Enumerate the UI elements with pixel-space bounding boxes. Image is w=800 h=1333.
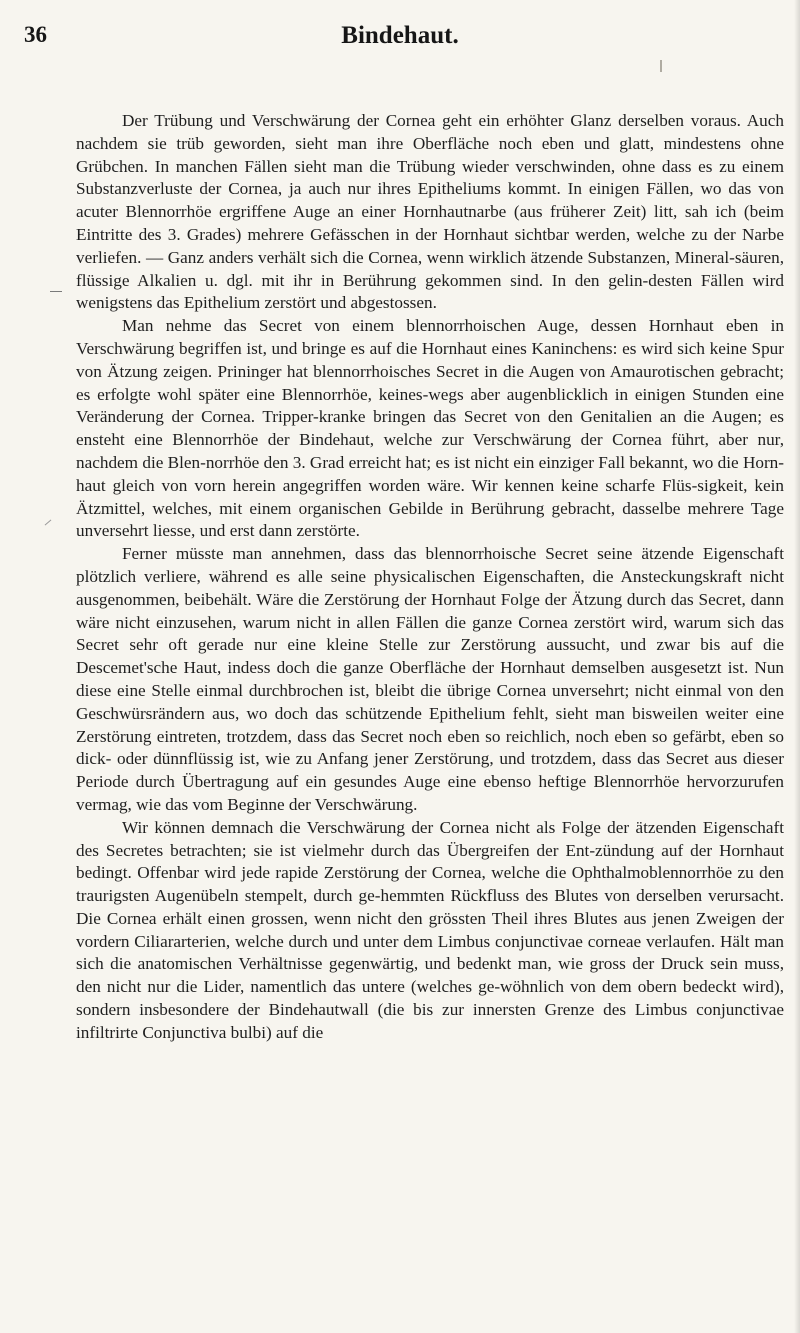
page-number: 36 [24,22,47,47]
running-title: Bindehaut. [341,22,459,49]
paragraph-1: Der Trübung und Verschwärung der Cornea geht ein erhöhter Glanz derselben voraus. Auch nachdem sie trüb geworden, sieht man ihre Oberfläche noch eben und glatt, mindestens ohne Grübchen. In manchen Fällen sieht man die Trübung wieder verschwinden, ohne dass es zu einem Substanzverluste der Cornea, ja auch nur ihres Epitheliums kommt. In einigen Fällen, wo das von acuter Blennorrhöe ergriffene Auge an einer Hornhautnarbe (aus früherer Zeit) litt, sah ich (beim Eintritte des 3. Grades) mehrere Gefässchen in der Hornhaut sichtbar werden, welche zu der Narbe verliefen. — Ganz anders verhält sich die Cornea, wenn wirklich ätzende Substanzen, Mineral-säuren, flüssige Alkalien u. dgl. mit ihr in Berührung gekommen sind. In den gelin-desten Fällen wird wenigstens das Epithelium zerstört und abgestossen. [76,111,784,313]
paragraph-4: Wir können demnach die Verschwärung der Cornea nicht als Folge der ätzenden Eigenschaft des Secretes betrachten; sie ist vielmehr durch das Übergreifen der Ent-zündung auf der Hornhaut bedingt. Offenbar wird jede rapide Zerstörung der Cornea, welche die Ophthalmoblennorrhöe zu den traurigsten Augenübeln stempelt, durch ge-hemmten Rückfluss des Blutes von derselben verursacht. Die Cornea erhält einen grossen, wenn nicht den grössten Theil ihres Blutes aus jenen Zweigen der vordern Ciliararterien, welche durch und unter dem Limbus conjunctivae corneae verlaufen. Hält man sich die anatomischen Verhältnisse gegenwärtig, und bedenkt man, wie gross der Druck sein muss, den nicht nur die Lider, namentlich das untere (welches ge-wöhnlich von dem obern bedeckt wird), sondern insbesondere der Bindehautwall (die bis zur innersten Grenze des Limbus conjunctivae infiltrirte Conjunctiva bulbi) auf die [76,817,784,1042]
print-mark [660,60,662,72]
body-text [76,110,784,1045]
paragraph-3: Ferner müsste man annehmen, dass das blennorrhoische Secret seine ätzende Eigenschaft plötzlich verliere, während es alle seine physicalischen Eigenschaften, die Ansteckungskraft nicht ausgenommen, beibehält. Wäre die Zerstörung der Hornhaut Folge der Ätzung durch das Secret, dann wäre nicht einzusehen, warum nicht in allen Fällen die ganze Cornea zerstört wird, warum sich das Secret sehr oft gerade nur eine kleine Stelle zur Zerstörung aussucht, und zwar bis auf die Descemet'sche Haut, indess doch die ganze Oberfläche der Hornhaut demselben ausgesetzt ist. Nun diese eine Stelle einmal durchbrochen ist, bleibt die übrige Cornea unversehrt; nicht einmal von den Geschwürsrändern aus, wo doch das schützende Epithelium fehlt, sieht man bisweilen weiter eine Zerstörung eintreten, trotzdem, dass das Secret noch eben so reichlich, noch eben so gefärbt, eben so dick- oder dünnflüssig ist, wie zu Anfang jener Zerstörung, und trotzdem, dass das Secret aus dieser Periode durch Übertragung auf ein gesundes Auge eine ebenso heftige Blennorrhöe hervorzurufen vermag, wie das vom Beginne der Verschwärung. [76,544,784,814]
paragraph-2: Man nehme das Secret von einem blennorrhoischen Auge, dessen Hornhaut eben in Verschwärung begriffen ist, und bringe es auf die Hornhaut eines Kaninchens: es wird sich keine Spur von Ätzung zeigen. Prininger hat blennorrhoisches Secret in die Augen von Amaurotischen gebracht; es erfolgte wohl später eine Blennorrhöe, keines-wegs aber augenblicklich in einigen Stunden eine Veränderung der Cornea. Tripper-kranke bringen das Secret von den Genitalien an die Augen; es ensteht eine Blennorrhöe der Bindehaut, welche zur Verschwärung der Cornea führt, aber nur, nachdem die Blen-norrhöe den 3. Grad erreicht hat; es ist nicht ein einziger Fall bekannt, wo die Horn-haut gleich von vorn herein angegriffen worden wäre. Wir kennen keine scharfe Flüs-sigkeit, kein Ätzmittel, welches, mit einem organischen Gebilde in Berührung gebracht, dasselbe mehrere Tage unversehrt liesse, und erst dann zerstörte. [76,316,784,541]
margin-mark [45,520,52,526]
page-header [0,20,800,54]
page-edge-shadow [794,0,800,1333]
margin-dash [50,291,62,292]
